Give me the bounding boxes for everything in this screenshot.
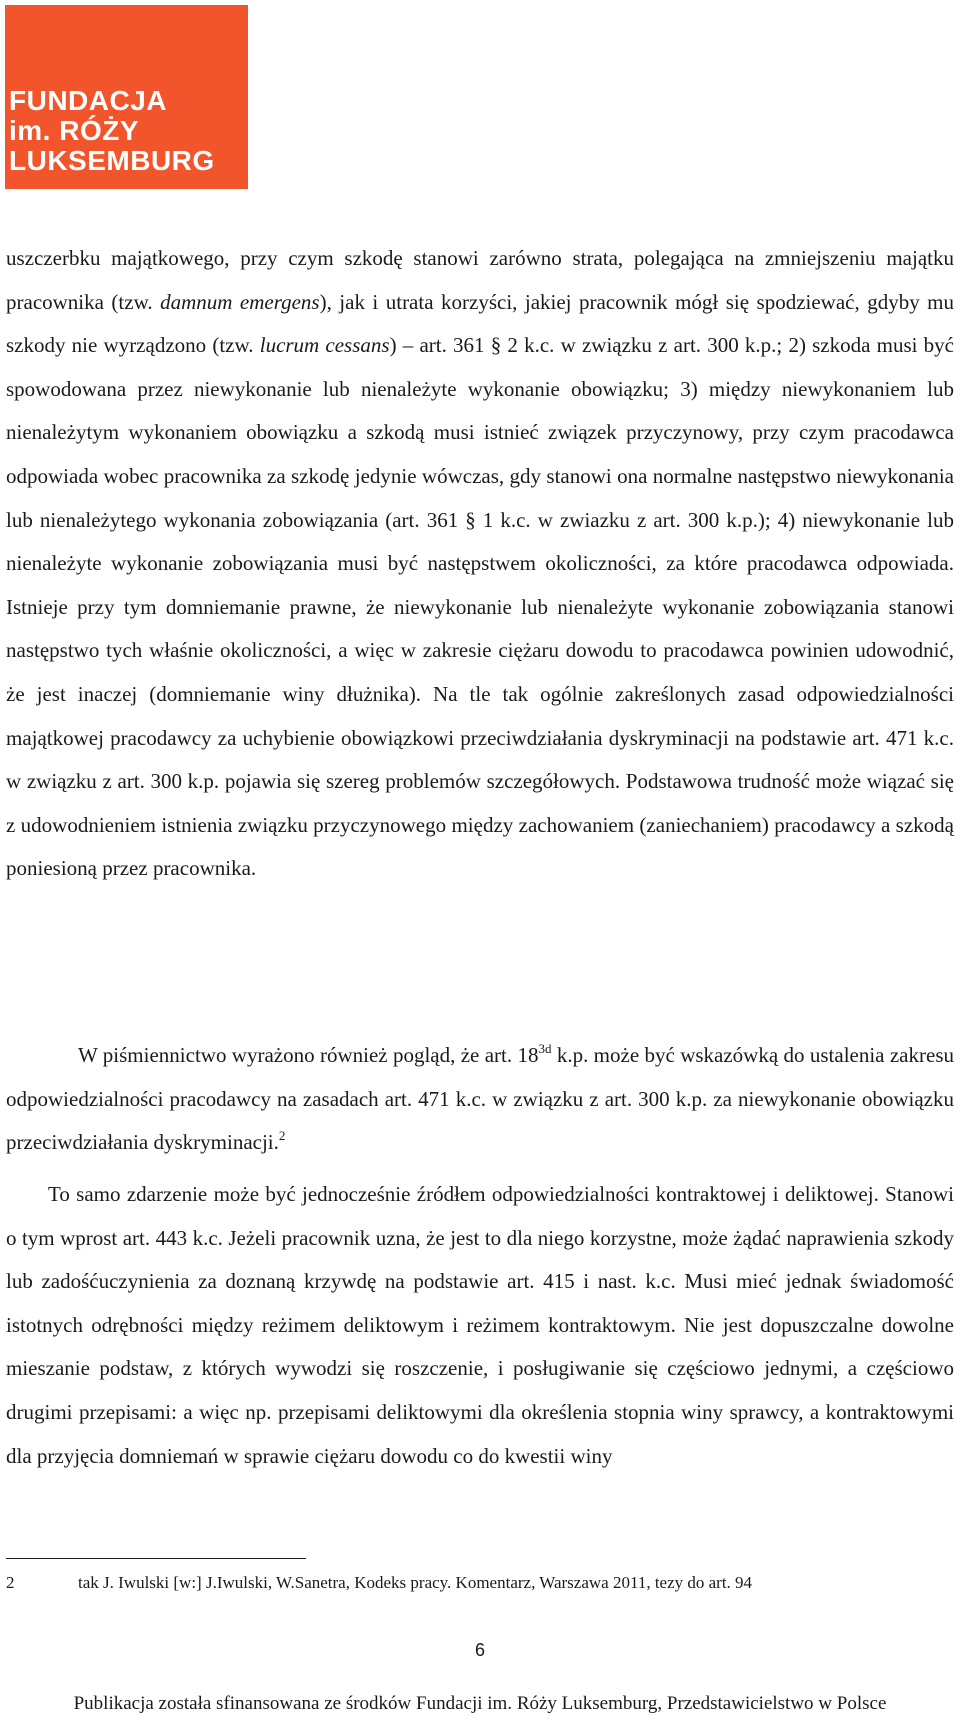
footnote-separator — [6, 1558, 306, 1559]
footnote — [6, 1571, 954, 1595]
paragraph-1-italic-term-2: lucrum cessans — [259, 333, 390, 358]
logo-line-3: LUKSEMBURG — [9, 145, 215, 176]
paragraph-2-part-1: W piśmiennictwo wyrażono również pogląd, że art. 18 — [78, 1043, 539, 1067]
page-number: 6 — [474, 1640, 485, 1660]
paragraph-3: To samo zdarzenie może być jednocześnie źródłem odpowiedzialności kontraktowej i deliktowej. Stanowi o tym wprost art. 443 k.c. Jeżeli pracownik uzna, że jest to dla niego korzystne, może żądać naprawienia szkody lub zadośćuczynienia za doznaną krzywdę na podstawie art. 415 i nast. k.c. Musi mieć jednak świadomość istotnych odrębności między reżimem deliktowym i reżimem kontraktowym. Nie jest dopuszczalne dowolne mieszanie podstaw, z których wywodzi się roszczenie, i posługiwanie się częściowo jednymi, a częściowo drugimi przepisami: a więc np. przepisami deliktowymi dla określenia stopnia winy sprawcy, a kontraktowymi dla przyjęcia domniemań w sprawie ciężaru dowodu co do kwestii winy — [6, 1182, 954, 1468]
footnote-reference[interactable]: 2 — [278, 1128, 286, 1144]
paragraph-2 — [6, 1034, 954, 1165]
paragraph-1-part-1: uszczerbku majątkowego, przy czym szkodę stanowi zarówno strata, polegająca na zmniejszeniu majątku pracownika (tzw. — [6, 246, 954, 314]
body-text-2 — [6, 1034, 954, 1165]
body-text-3 — [6, 1173, 954, 1478]
footnote-text: tak J. Iwulski [w:] J.Iwulski, W.Sanetra, Kodeks pracy. Komentarz, Warszawa 2011, tezy do art. 94 — [78, 1573, 753, 1592]
body-text-1 — [6, 237, 954, 891]
paragraph-1-part-3: ) – art. 361 § 2 k.c. w związku z art. 300 k.p.; 2) szkoda musi być spowodowana przez niewykonanie lub nienależyte wykonanie obowiązku; 3) między niewykonaniem lub nienależytym wykonaniem obowiązku a szkodą musi istnieć związek przyczynowy, przy czym pracodawca odpowiada wobec pracownika za szkodę jedynie wówczas, gdy stanowi ona normalne następstwo niewykonania lub nienależytego wykonania zobowiązania (art. 361 § 1 k.c. w zwiazku z art. 300 k.p.); 4) niewykonanie lub nienależyte wykonanie zobowiązania musi być następstwem okoliczności, za które pracodawca odpowiada. Istnieje przy tym domniemanie prawne, że niewykonanie lub nienależyte wykonanie zobowiązania stanowi następstwo tych właśnie okoliczności, a więc w zakresie ciężaru dowodu to pracodawca powinien udowodnić, że jest inaczej (domniemanie winy dłużnika). Na tle tak ogólnie zakreślonych zasad odpowiedzialności majątkowej pracodawcy za uchybienie obowiązkowi przeciwdziałania dyskryminacji na podstawie art. 471 k.c. w związku z art. 300 k.p. pojawia się szereg problemów szczegółowych. Podstawowa trudność może wiązać się z udowodnieniem istnienia związku przyczynowego między zachowaniem (zaniechaniem) pracodawcy a szkodą poniesioną przez pracownika. — [6, 333, 954, 881]
footnote-number: 2 — [6, 1573, 15, 1592]
paragraph-1-part-2: ), jak i utrata korzyści, jakiej pracownik mógł się spodziewać, gdyby mu szkody nie wyrządzono (tzw. — [6, 289, 954, 358]
logo-line-2: im. RÓŻY — [9, 115, 140, 146]
paragraph-1-italic-term-1: damnum emergens — [160, 289, 320, 314]
paragraph-1 — [6, 237, 954, 891]
page-footer: Publikacja została sfinansowana ze środków Fundacji im. Róży Luksemburg, Przedstawicielstwo w Polsce — [73, 1693, 887, 1714]
logo-line-1: FUNDACJA — [9, 85, 167, 116]
paragraph-2-superscript: 3d — [538, 1041, 552, 1056]
paragraph-2-part-2: k.p. może być wskazówką do ustalenia zakresu odpowiedzialności pracodawcy na zasadach art. 471 k.c. w związku z art. 300 k.p. za niewykonanie obowiązku przeciwdziałania dyskryminacji. — [6, 1043, 954, 1155]
fundacja-logo — [5, 5, 248, 189]
